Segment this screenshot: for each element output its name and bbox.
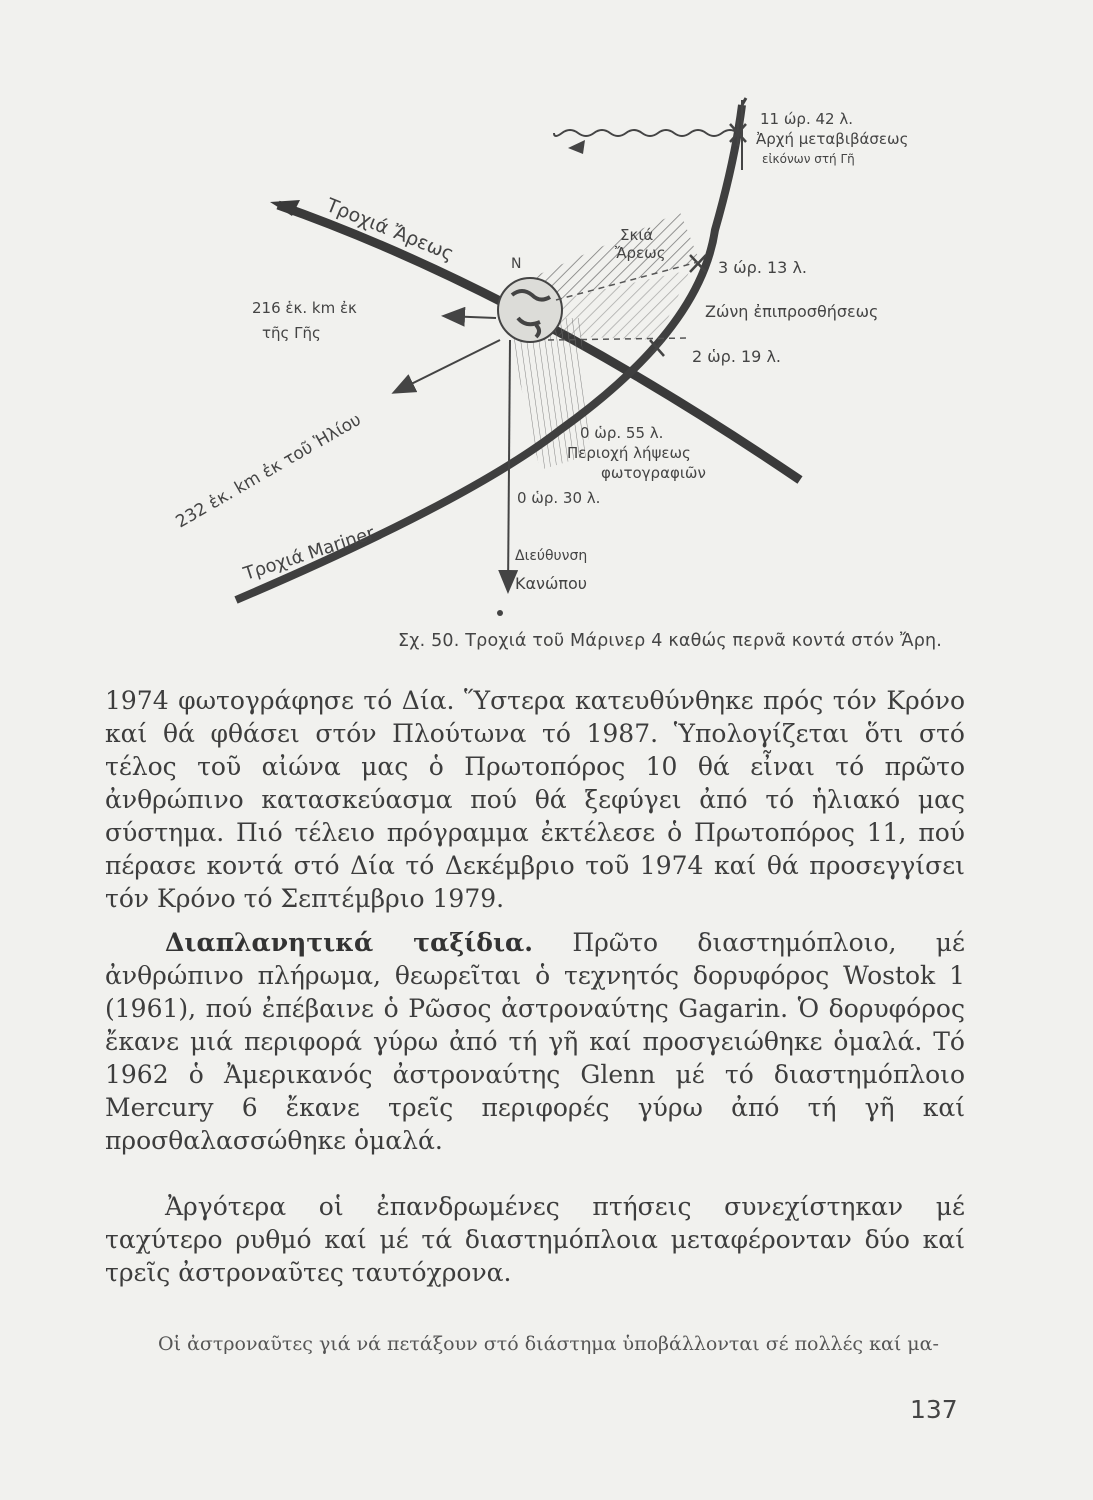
distance-sun-label: 232 ἑκ. km ἐκ τοῦ Ἡλίου <box>172 409 365 533</box>
mars-shadow-label: Σκιά <box>620 226 654 244</box>
footnote-line: Οἱ ἀστροναῦτες γιά νά πετάξουν στό διάστημα ὑποβάλλονται σέ πολλές καί μα- <box>158 1333 939 1355</box>
canopus-direction-label: Διεύθυνση <box>515 548 588 564</box>
paragraph-1-text: 1974 φωτογράφησε τό Δία. Ὕστερα κατευθύνθηκε πρός τόν Κρόνο καί θά φθάσει στόν Πλούτωνα τό 1987. Ὑπολογίζεται ὅτι στό τέλος τοῦ αἰώνα μας ὁ Πρωτοπόρος 10 θά εἶναι τό πρῶτο ἀνθρώπινο κατασκεύασμα πού θά ξεφύγει ἀπό τό ἡλιακό μας σύστημα. Πιό τέλειο πρόγραμμα ἐκτέλεσε ὁ Πρωτοπόρος 11, πού πέρασε κοντά στό Δία τό Δεκέμβριο τοῦ 1974 καί θά προσεγγίσει τόν Κρόνο τό Σεπτέμβριο 1979. <box>105 686 965 913</box>
distance-earth-label-2: τῆς Γῆς <box>262 324 321 342</box>
transmission-start-label-2: εἰκόνων στή Γῆ <box>762 152 855 166</box>
paragraph-interplanetary <box>105 926 965 1157</box>
canopus-direction-label-2: Κανώπου <box>515 574 588 593</box>
paragraph-2 <box>105 926 965 1157</box>
photo-area-label: Περιοχή λήψεως <box>567 444 691 462</box>
time-0-55-label: 0 ὡρ. 55 λ. <box>580 424 664 442</box>
section-heading: Διαπλανητικά ταξίδια. <box>165 928 533 957</box>
canopus-direction-arrow <box>508 340 510 590</box>
paragraph-manned-flights <box>105 1190 965 1289</box>
north-label: Ν <box>511 256 522 272</box>
figure-caption: Σχ. 50. Τροχιά τοῦ Μάρινερ 4 καθώς περνᾶ κοντά στόν Ἄρη. <box>398 631 943 651</box>
transmission-start-label: Ἀρχή μεταβιβάσεως <box>756 130 909 148</box>
paragraph-pioneer <box>105 684 965 915</box>
page-number: 137 <box>910 1395 958 1424</box>
occultation-zone-label: Ζώνη ἐπιπροσθήσεως <box>705 302 879 321</box>
time-0-30-label: 0 ὡρ. 30 λ. <box>517 489 601 507</box>
paragraph-2-text: Πρῶτο διαστημόπλοιο, μέ ἀνθρώπινο πλήρωμα, θεωρεῖται ὁ τεχνητός δορυφόρος Wostok 1 (1961), πού ἐπέβαινε ὁ Ρῶσος ἀστροναύτης Gagarin. Ὁ δορυφόρος ἔκανε μιά περιφορά γύρω ἀπό τή γῆ καί προσγειώθηκε ὁμαλά. Τό 1962 ὁ Ἀμερικανός ἀστροναύτης Glenn μέ τό διαστημόπλοιο Mercury 6 ἔκανε τρεῖς περιφορές γύρω ἀπό τή γῆ καί προσθαλασσώθηκε ὁμαλά. <box>105 928 965 1155</box>
canopus-star-icon <box>497 610 503 616</box>
paragraph-3-text: Ἀργότερα οἱ ἐπανδρωμένες πτήσεις συνεχίστηκαν μέ ταχύτερο ρυθμό καί μέ τά διαστημόπλοια μεταφέρονταν δύο καί τρεῖς ἀστροναῦτες ταυτόχρονα. <box>105 1192 965 1287</box>
sun-direction-arrow <box>395 340 500 392</box>
time-11-42-label: 11 ώρ. 42 λ. <box>760 110 853 128</box>
transmission-arrow-icon <box>568 140 585 154</box>
mars-planet <box>498 278 562 342</box>
time-2-19-label: 2 ὡρ. 19 λ. <box>692 347 781 366</box>
transmission-wave <box>554 130 738 136</box>
mariner-orbit-diagram <box>0 0 1093 630</box>
mariner-orbit-label: Τροχιά Mariner <box>241 522 378 585</box>
mars-orbit-label: Τροχιά Ἄρεως <box>323 194 457 266</box>
photo-area-label-2: φωτογραφιῶν <box>601 464 706 482</box>
mars-shadow-label-2: Ἄρεως <box>615 244 666 262</box>
distance-earth-label: 216 ἑκ. km ἐκ <box>252 299 357 317</box>
earth-direction-arrow <box>445 316 496 318</box>
time-3-13-label: 3 ώρ. 13 λ. <box>718 258 807 277</box>
mariner-trajectory <box>236 105 742 600</box>
